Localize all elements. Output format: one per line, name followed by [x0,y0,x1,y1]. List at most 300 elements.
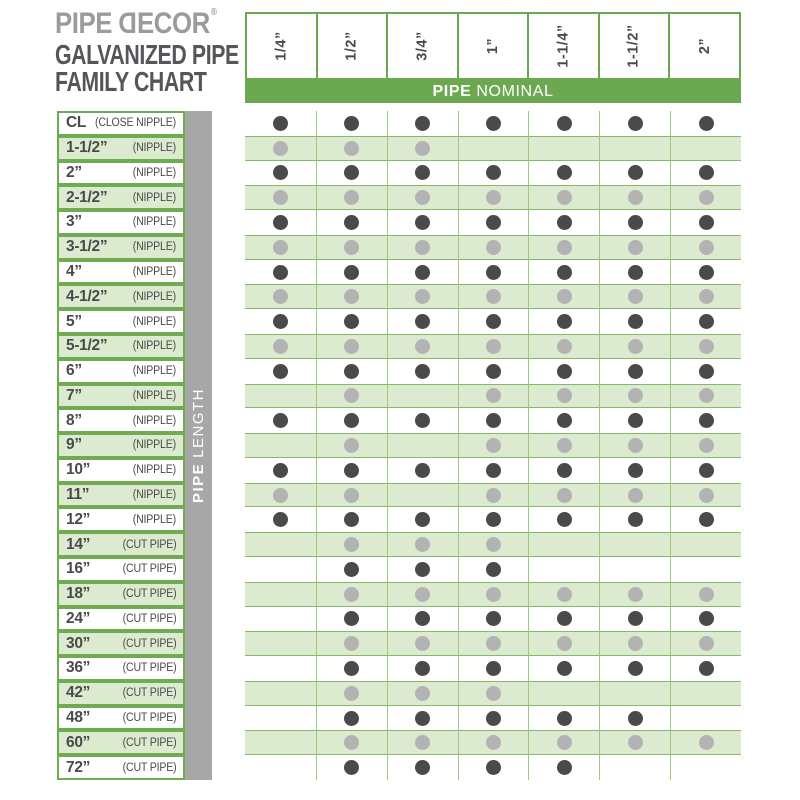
dot-cell-r11-c1 [316,384,387,409]
dot-cell-r1-c3 [458,136,529,161]
dot-cell-r21-c4 [528,631,599,656]
availability-dot [486,240,501,255]
availability-dot [344,636,359,651]
dot-cell-r20-c0 [245,607,316,632]
dot-cell-r24-c4 [528,706,599,731]
dot-cell-r1-c6 [670,136,741,161]
row-label-14 [57,458,185,483]
availability-dot [415,165,430,180]
row-label-16 [57,507,185,532]
dot-cell-r15-c0 [245,483,316,508]
availability-dot [557,413,572,428]
dot-cell-r2-c1 [316,161,387,186]
availability-dot [273,289,288,304]
dot-cell-r4-c1 [316,210,387,235]
dot-cell-r19-c1 [316,582,387,607]
row-category-label: (NIPPLE) [132,241,176,254]
dot-cell-r22-c1 [316,656,387,681]
dot-cell-r24-c6 [670,706,741,731]
availability-dot [415,463,430,478]
availability-dot [628,711,643,726]
dot-cell-r10-c4 [528,359,599,384]
availability-dot [415,413,430,428]
dot-cell-r15-c5 [599,483,670,508]
availability-dot [486,735,501,750]
dot-cell-r7-c0 [245,284,316,309]
dot-cell-r8-c6 [670,309,741,334]
row-category-label: (NIPPLE) [132,340,176,353]
availability-dot [557,711,572,726]
row-size-label: 60” [66,733,91,751]
dot-cell-r2-c6 [670,161,741,186]
dot-cell-r14-c6 [670,458,741,483]
availability-dot [344,265,359,280]
column-header-5 [600,14,669,78]
dot-cell-r1-c5 [599,136,670,161]
availability-dot [557,116,572,131]
dot-cell-r8-c1 [316,309,387,334]
availability-dot [273,339,288,354]
availability-dot [486,116,501,131]
dot-cell-r3-c4 [528,185,599,210]
availability-dot [273,364,288,379]
column-header-label: 1/4” [273,31,290,61]
availability-dot [557,265,572,280]
availability-dot [415,562,430,577]
dot-cell-r15-c2 [387,483,458,508]
dot-cell-r16-c2 [387,507,458,532]
row-size-label: 11” [66,486,90,504]
dot-cell-r15-c4 [528,483,599,508]
availability-dot [486,488,501,503]
dot-cell-r5-c5 [599,235,670,260]
dot-cell-r26-c6 [670,755,741,780]
dot-cell-r17-c3 [458,532,529,557]
availability-dot [699,661,714,676]
dot-cell-r24-c3 [458,706,529,731]
availability-dot [273,165,288,180]
row-label-25 [57,730,185,755]
dot-cell-r22-c6 [670,656,741,681]
dot-cell-r4-c5 [599,210,670,235]
availability-dot [557,611,572,626]
availability-dot [557,339,572,354]
availability-dot [699,735,714,750]
dot-cell-r13-c4 [528,433,599,458]
row-label-24 [57,706,185,731]
row-size-label: 14” [66,535,91,553]
availability-dot [273,116,288,131]
dot-cell-r3-c1 [316,185,387,210]
pipe-nominal-header [245,12,741,80]
dot-cell-r3-c3 [458,185,529,210]
dot-cell-r5-c6 [670,235,741,260]
availability-dot [628,661,643,676]
dot-cell-r24-c0 [245,706,316,731]
dot-cell-r17-c5 [599,532,670,557]
availability-dot [344,190,359,205]
dot-cell-r7-c6 [670,284,741,309]
dot-cell-r21-c6 [670,631,741,656]
row-size-label: 8” [66,411,82,429]
row-size-label: 42” [66,684,91,702]
dot-cell-r23-c1 [316,681,387,706]
row-label-6 [57,260,185,285]
availability-dot [557,240,572,255]
brand-logo [55,7,217,41]
availability-dot [486,711,501,726]
dot-cell-r18-c4 [528,557,599,582]
row-size-label: CL [66,114,87,132]
row-size-label: 2-1/2” [66,188,108,206]
dot-cell-r8-c0 [245,309,316,334]
availability-dot [344,289,359,304]
dot-cell-r13-c1 [316,433,387,458]
column-header-label: 1-1/4” [555,24,572,68]
column-header-label: 1” [484,37,501,55]
dot-cell-r20-c5 [599,607,670,632]
availability-dot [415,289,430,304]
dot-cell-r19-c3 [458,582,529,607]
availability-dot [486,364,501,379]
dot-cell-r7-c1 [316,284,387,309]
brand-text-post: ECOR [137,7,210,40]
dot-cell-r11-c5 [599,384,670,409]
dot-cell-r2-c3 [458,161,529,186]
dot-cell-r2-c2 [387,161,458,186]
dot-cell-r13-c5 [599,433,670,458]
availability-dot [273,413,288,428]
availability-dot [415,686,430,701]
dot-cell-r18-c6 [670,557,741,582]
availability-dot [415,141,430,156]
row-size-label: 4-1/2” [66,287,108,305]
availability-dot [628,190,643,205]
row-size-label: 5-1/2” [66,337,108,355]
dot-cell-r16-c4 [528,507,599,532]
dot-cell-r22-c4 [528,656,599,681]
availability-dot [415,661,430,676]
availability-dot [628,611,643,626]
row-label-15 [57,483,185,508]
dot-cell-r12-c0 [245,408,316,433]
row-category-label: (CUT PIPE) [122,662,176,675]
dot-cell-r25-c5 [599,730,670,755]
dot-cell-r11-c2 [387,384,458,409]
availability-dot [486,760,501,775]
column-header-2 [388,14,457,78]
column-header-6 [670,14,739,78]
dot-cell-r19-c4 [528,582,599,607]
availability-dot [699,438,714,453]
row-label-3 [57,185,185,210]
dot-cell-r17-c6 [670,532,741,557]
availability-dot [486,562,501,577]
availability-dot [557,636,572,651]
availability-dot [699,240,714,255]
dot-cell-r0-c0 [245,111,316,136]
availability-dot [415,116,430,131]
dot-cell-r17-c2 [387,532,458,557]
dot-cell-r13-c6 [670,433,741,458]
dot-cell-r11-c3 [458,384,529,409]
availability-dot [699,413,714,428]
availability-dot [486,289,501,304]
dot-cell-r26-c0 [245,755,316,780]
row-category-label: (CUT PIPE) [122,588,176,601]
row-label-0 [57,111,185,136]
row-category-label: (CUT PIPE) [122,687,176,700]
dot-cell-r12-c4 [528,408,599,433]
row-label-4 [57,210,185,235]
row-size-label: 5” [66,312,82,330]
availability-dot [486,587,501,602]
dot-cell-r18-c2 [387,557,458,582]
dot-cell-r16-c0 [245,507,316,532]
availability-dot [628,339,643,354]
availability-dot [344,215,359,230]
dot-cell-r23-c5 [599,681,670,706]
dot-cell-r25-c1 [316,730,387,755]
availability-dot [699,116,714,131]
dot-cell-r12-c6 [670,408,741,433]
dot-cell-r3-c5 [599,185,670,210]
dot-cell-r6-c1 [316,260,387,285]
availability-dot [699,289,714,304]
row-category-label: (CUT PIPE) [122,538,176,551]
availability-dot [628,215,643,230]
availability-dot [628,240,643,255]
availability-dot [486,339,501,354]
row-label-5 [57,235,185,260]
availability-dot [486,265,501,280]
availability-dot [557,760,572,775]
dot-cell-r21-c0 [245,631,316,656]
dot-cell-r0-c2 [387,111,458,136]
pipe-length-text [190,388,207,503]
dot-cell-r13-c3 [458,433,529,458]
availability-dot [557,289,572,304]
row-category-label: (NIPPLE) [132,489,176,502]
column-header-label: 1-1/2” [626,24,643,68]
registered-mark: ® [210,7,217,18]
availability-dot [415,190,430,205]
row-size-label: 48” [66,709,91,727]
dot-cell-r18-c3 [458,557,529,582]
availability-dot [486,190,501,205]
availability-dot [557,735,572,750]
dot-cell-r18-c0 [245,557,316,582]
availability-dot [415,512,430,527]
availability-dot [699,512,714,527]
dot-cell-r22-c2 [387,656,458,681]
availability-dot [699,314,714,329]
pipe-length-bar [185,111,212,780]
dot-cell-r10-c1 [316,359,387,384]
availability-dot [699,339,714,354]
availability-dot [344,463,359,478]
dot-cell-r13-c2 [387,433,458,458]
dot-cell-r14-c4 [528,458,599,483]
dot-cell-r4-c0 [245,210,316,235]
availability-dot [344,661,359,676]
dot-cell-r19-c2 [387,582,458,607]
dot-cell-r3-c0 [245,185,316,210]
dot-cell-r11-c6 [670,384,741,409]
row-category-label: (NIPPLE) [132,315,176,328]
pipe-length-bold: PIPE [190,462,207,504]
dot-cell-r25-c6 [670,730,741,755]
availability-dot [415,611,430,626]
row-label-11 [57,384,185,409]
pipe-nominal-rest: NOMINAL [476,82,554,100]
availability-dot [699,265,714,280]
row-label-22 [57,656,185,681]
availability-dot [486,537,501,552]
row-category-label: (NIPPLE) [132,439,176,452]
dot-cell-r2-c0 [245,161,316,186]
availability-dot [273,141,288,156]
dot-cell-r6-c6 [670,260,741,285]
row-category-label: (NIPPLE) [132,365,176,378]
availability-dot [628,314,643,329]
dot-cell-r22-c0 [245,656,316,681]
dot-cell-r5-c0 [245,235,316,260]
availability-dot [415,339,430,354]
availability-dot [344,438,359,453]
availability-dot [344,165,359,180]
availability-dot [557,388,572,403]
availability-dot [486,636,501,651]
dot-cell-r25-c0 [245,730,316,755]
dot-cell-r10-c0 [245,359,316,384]
dot-cell-r9-c4 [528,334,599,359]
availability-dot [344,413,359,428]
availability-dot [699,190,714,205]
dot-cell-r4-c6 [670,210,741,235]
availability-dot [628,289,643,304]
row-label-17 [57,532,185,557]
row-label-18 [57,557,185,582]
availability-dot [628,116,643,131]
dot-cell-r11-c4 [528,384,599,409]
availability-dot [415,364,430,379]
row-size-label: 18” [66,585,91,603]
dot-cell-r8-c4 [528,309,599,334]
availability-dot [699,165,714,180]
availability-dot [344,339,359,354]
dot-cell-r21-c3 [458,631,529,656]
chart-title-line1: GALVANIZED PIPE [55,39,239,70]
availability-dot [699,364,714,379]
row-size-label: 10” [66,461,91,479]
availability-dot [344,388,359,403]
dot-cell-r0-c3 [458,111,529,136]
row-size-label: 3-1/2” [66,238,108,256]
dot-cell-r17-c0 [245,532,316,557]
row-category-label: (NIPPLE) [132,290,176,303]
dot-cell-r6-c3 [458,260,529,285]
dot-cell-r10-c6 [670,359,741,384]
availability-dot [344,512,359,527]
dot-cell-r23-c6 [670,681,741,706]
dot-cell-r17-c1 [316,532,387,557]
dot-cell-r8-c3 [458,309,529,334]
row-size-label: 24” [66,609,91,627]
availability-dot [486,438,501,453]
row-size-label: 72” [66,758,91,776]
dot-cell-r0-c6 [670,111,741,136]
dot-cell-r14-c0 [245,458,316,483]
availability-dot [273,463,288,478]
availability-dot [628,388,643,403]
dot-cell-r23-c0 [245,681,316,706]
availability-dot [557,215,572,230]
dot-cell-r9-c6 [670,334,741,359]
availability-dot [415,537,430,552]
row-category-label: (CUT PIPE) [122,712,176,725]
row-category-label: (NIPPLE) [132,414,176,427]
availability-dot [557,438,572,453]
column-header-label: 1/2” [343,31,360,61]
dot-cell-r4-c2 [387,210,458,235]
availability-dot [628,636,643,651]
dot-cell-r7-c2 [387,284,458,309]
dot-cell-r9-c1 [316,334,387,359]
dot-cell-r21-c1 [316,631,387,656]
dot-cell-r18-c5 [599,557,670,582]
row-category-label: (CUT PIPE) [122,736,176,749]
availability-dot [344,141,359,156]
dot-cell-r20-c1 [316,607,387,632]
row-category-label: (NIPPLE) [132,513,176,526]
pipe-length-rest: LENGTH [190,387,207,458]
dot-cell-r20-c2 [387,607,458,632]
dot-cell-r3-c6 [670,185,741,210]
row-category-label: (CUT PIPE) [122,761,176,774]
availability-dot [628,165,643,180]
dot-cell-r26-c4 [528,755,599,780]
availability-dot [557,587,572,602]
dot-cell-r21-c2 [387,631,458,656]
row-size-label: 4” [66,263,82,281]
brand-text-pre: PIPE [55,7,119,40]
row-label-26 [57,755,185,780]
dot-cell-r23-c4 [528,681,599,706]
availability-dot [273,190,288,205]
chart-title [55,41,239,95]
availability-dot [415,735,430,750]
row-label-2 [57,161,185,186]
dot-cell-r14-c5 [599,458,670,483]
availability-dot [486,611,501,626]
availability-dot [415,215,430,230]
row-size-label: 7” [66,386,82,404]
availability-dot [273,215,288,230]
availability-dot [415,760,430,775]
row-label-8 [57,309,185,334]
dot-cell-r12-c5 [599,408,670,433]
row-label-23 [57,681,185,706]
availability-dot [699,488,714,503]
dot-cell-r18-c1 [316,557,387,582]
row-category-label: (NIPPLE) [132,464,176,477]
availability-dot [415,587,430,602]
availability-dot [344,562,359,577]
dot-cell-r1-c1 [316,136,387,161]
dot-cell-r20-c6 [670,607,741,632]
availability-dot [557,661,572,676]
